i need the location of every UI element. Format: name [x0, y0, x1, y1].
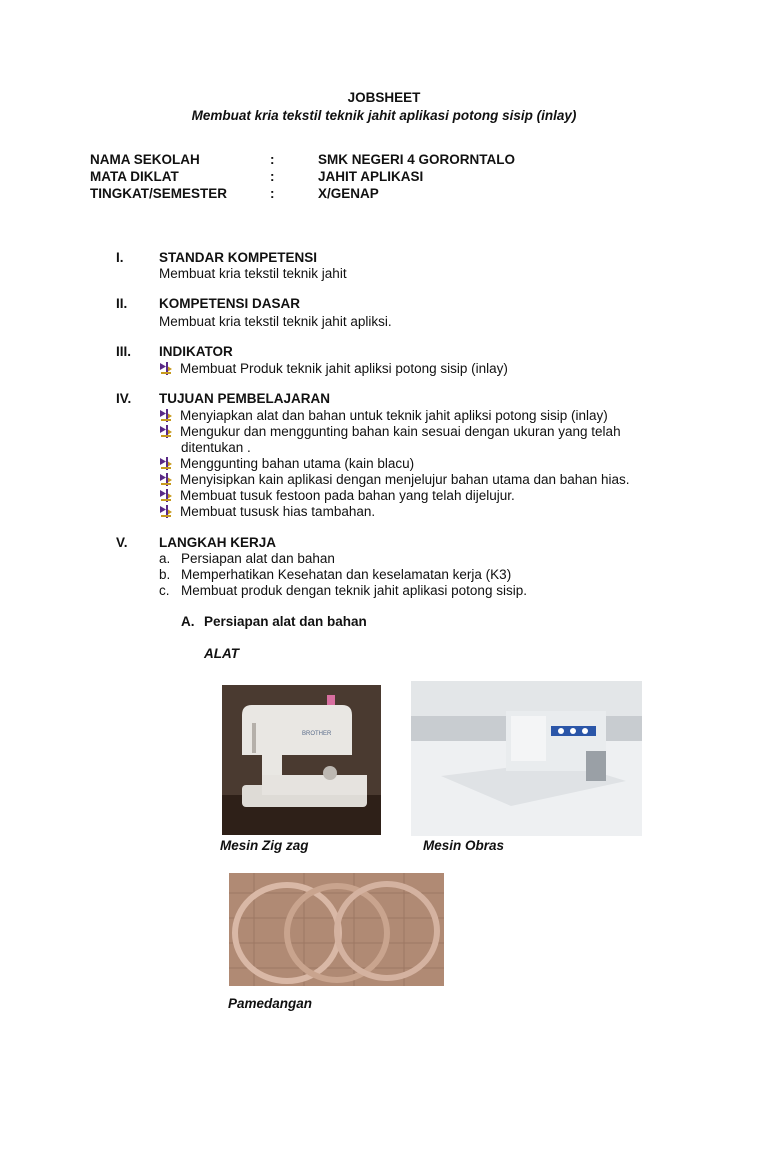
bullet-icon — [159, 425, 173, 438]
caption-zigzag: Mesin Zig zag — [220, 838, 309, 853]
section-number: I. — [116, 250, 124, 265]
section-number: V. — [116, 535, 128, 550]
bullet-icon — [159, 362, 173, 375]
section-number: II. — [116, 296, 128, 311]
jobsheet-title: JOBSHEET — [347, 90, 421, 105]
jobsheet-subtitle: Membuat kria tekstil teknik jahit aplikasi potong sisip (inlay) — [191, 108, 577, 123]
list-item: Membuat tusuk festoon pada bahan yang telah dijelujur. — [159, 488, 515, 503]
bullet-icon — [159, 489, 173, 502]
bullet-icon — [159, 505, 173, 518]
info-value-subject: JAHIT APLIKASI — [318, 169, 424, 184]
list-marker: a. — [159, 551, 171, 566]
bullet-icon — [159, 409, 173, 422]
section-text: Membuat kria tekstil teknik jahit apliksi. — [159, 314, 392, 329]
bullet-icon — [159, 457, 173, 470]
info-sep: : — [270, 169, 275, 184]
caption-pamedangan: Pamedangan — [228, 996, 313, 1011]
list-item: Membuat tususk hias tambahan. — [159, 504, 375, 519]
subsection-title: Persiapan alat dan bahan — [204, 614, 367, 629]
list-item: Menyisipkan kain aplikasi dengan menjelujur bahan utama dan bahan hias. — [159, 472, 630, 487]
list-item-continuation: ditentukan . — [181, 440, 251, 455]
section-number: III. — [116, 344, 132, 359]
info-sep: : — [270, 152, 275, 167]
list-item: Menggunting bahan utama (kain blacu) — [159, 456, 414, 471]
list-item: Membuat produk dengan teknik jahit aplikasi potong sisip. — [181, 583, 527, 598]
svg-text:BROTHER: BROTHER — [302, 731, 332, 737]
photo-overlock-machine — [411, 681, 642, 836]
section-title-standar: STANDAR KOMPETENSI — [159, 250, 318, 265]
section-title-indikator: INDIKATOR — [159, 344, 233, 359]
photo-embroidery-hoops — [229, 873, 444, 986]
section-title-langkah: LANGKAH KERJA — [159, 535, 277, 550]
embroidery-hoops-image — [229, 873, 444, 986]
info-label-school: NAMA SEKOLAH — [90, 152, 200, 167]
section-number: IV. — [116, 391, 132, 406]
sewing-machine-image — [222, 685, 381, 835]
photo-sewing-machine — [222, 685, 381, 835]
alat-label: ALAT — [204, 646, 239, 661]
info-value-grade: X/GENAP — [318, 186, 379, 201]
list-marker: c. — [159, 583, 170, 598]
info-label-grade: TINGKAT/SEMESTER — [90, 186, 228, 201]
info-value-school: SMK NEGERI 4 GORORNTALO — [318, 152, 516, 167]
subsection-marker: A. — [181, 614, 195, 629]
section-title-kompetensi: KOMPETENSI DASAR — [159, 296, 301, 311]
section-text: Membuat kria tekstil teknik jahit — [159, 266, 347, 281]
list-item: Membuat Produk teknik jahit apliksi potong sisip (inlay) — [159, 361, 508, 376]
overlock-machine-image — [411, 681, 642, 836]
list-item: Persiapan alat dan bahan — [181, 551, 335, 566]
caption-obras: Mesin Obras — [423, 838, 505, 853]
info-sep: : — [270, 186, 275, 201]
list-item: Memperhatikan Kesehatan dan keselamatan kerja (K3) — [181, 567, 512, 582]
info-label-subject: MATA DIKLAT — [90, 169, 179, 184]
list-marker: b. — [159, 567, 171, 582]
bullet-icon — [159, 473, 173, 486]
list-item: Mengukur dan menggunting bahan kain sesuai dengan ukuran yang telah — [159, 424, 621, 439]
list-item: Menyiapkan alat dan bahan untuk teknik jahit apliksi potong sisip (inlay) — [159, 408, 608, 423]
section-title-tujuan: TUJUAN PEMBELAJARAN — [159, 391, 331, 406]
